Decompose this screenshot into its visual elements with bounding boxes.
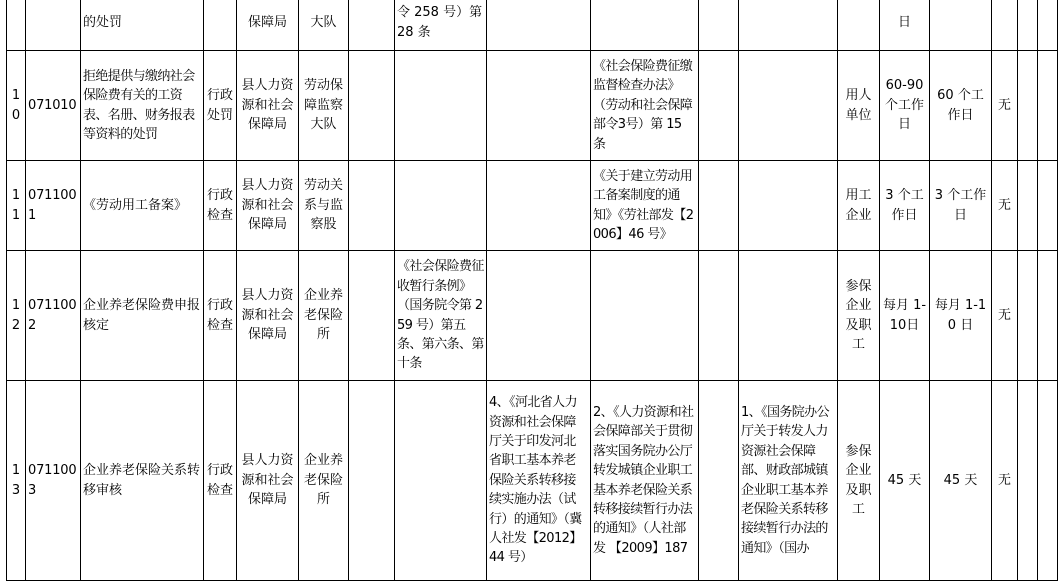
basis-col-5: [699, 51, 739, 161]
item-code: 0711001: [26, 161, 81, 251]
blank-cell: [1018, 381, 1038, 581]
basis-col-1: [349, 381, 395, 581]
basis-col-6: 1、《国务院办公厅关于转发人力资源社会保障部、财政部城镇企业职工基本养老保险关系转移接续暂行办法的通知》（国办: [739, 381, 838, 581]
basis-col-5: [699, 381, 739, 581]
basis-col-3: 4、《河北省人力资源和社会保障厅关于印发河北省职工基本养老保险关系转移接续实施办法（试行）的通知》（冀人社发【2012】44 号）: [487, 381, 591, 581]
blank-cell: [1038, 161, 1058, 251]
item-unit: 企业养老保险所: [299, 381, 349, 581]
basis-col-4: [591, 251, 699, 381]
item-type: [204, 0, 237, 51]
item-department: 县人力资源和社会保障局: [237, 251, 299, 381]
item-type: 行政检查: [204, 161, 237, 251]
item-code: 071010: [26, 51, 81, 161]
item-department: 县人力资源和社会保障局: [237, 381, 299, 581]
basis-col-5: [699, 251, 739, 381]
blank-cell: [1038, 0, 1058, 51]
item-name: 企业养老保险关系转移审核: [81, 381, 204, 581]
fee: 无: [992, 161, 1018, 251]
basis-col-4: 《关于建立劳动用工备案制度的通知》《劳社部发【2006】46 号》: [591, 161, 699, 251]
legal-time-limit: 45 天: [880, 381, 930, 581]
basis-col-6: [739, 0, 838, 51]
blank-cell: [1018, 251, 1038, 381]
basis-col-1: [349, 161, 395, 251]
promised-time-limit: 每月 1-10 日: [930, 251, 992, 381]
basis-col-6: [739, 161, 838, 251]
basis-col-4: [591, 0, 699, 51]
basis-col-1: [349, 0, 395, 51]
power-list-table: [6, 0, 1058, 581]
blank-cell: [1038, 51, 1058, 161]
row-index: [7, 0, 26, 51]
target-object: 参保企业及职工: [838, 251, 880, 381]
item-department: 保障局: [237, 0, 299, 51]
fee: [992, 0, 1018, 51]
basis-col-4: 2、《人力资源和社会保障部关于贯彻落实国务院办公厅转发城镇企业职工基本养老保险关系转移接续暂行办法的通知》（人社部发 【2009】187: [591, 381, 699, 581]
blank-cell: [1038, 381, 1058, 581]
item-type: 行政检查: [204, 381, 237, 581]
item-department: 县人力资源和社会保障局: [237, 51, 299, 161]
target-object: 用工企业: [838, 161, 880, 251]
promised-time-limit: [930, 0, 992, 51]
row-index: 12: [7, 251, 26, 381]
basis-col-4: 《社会保险费征缴监督检查办法》（劳动和社会保障部令3号）第 15 条: [591, 51, 699, 161]
legal-time-limit: 每月 1-10日: [880, 251, 930, 381]
item-code: 0711002: [26, 251, 81, 381]
item-unit: 大队: [299, 0, 349, 51]
row-index: 13: [7, 381, 26, 581]
table-row: [7, 161, 1058, 251]
fee: 无: [992, 51, 1018, 161]
basis-col-5: [699, 161, 739, 251]
item-name: 《劳动用工备案》: [81, 161, 204, 251]
item-name: 拒绝提供与缴纳社会保险费有关的工资表、名册、财务报表等资料的处罚: [81, 51, 204, 161]
basis-col-6: [739, 51, 838, 161]
basis-col-2: 令 258 号）第 28 条: [395, 0, 487, 51]
basis-col-5: [699, 0, 739, 51]
item-department: 县人力资源和社会保障局: [237, 161, 299, 251]
table-row: [7, 0, 1058, 51]
item-type: 行政处罚: [204, 51, 237, 161]
blank-cell: [1038, 251, 1058, 381]
item-name: 的处罚: [81, 0, 204, 51]
blank-cell: [1018, 161, 1038, 251]
basis-col-6: [739, 251, 838, 381]
basis-col-2: 《社会保险费征收暂行条例》（国务院令第 259 号）第五条、第六条、第十条: [395, 251, 487, 381]
basis-col-3: [487, 161, 591, 251]
promised-time-limit: 60 个工作日: [930, 51, 992, 161]
item-code: [26, 0, 81, 51]
item-unit: 企业养老保险所: [299, 251, 349, 381]
item-name: 企业养老保险费申报核定: [81, 251, 204, 381]
blank-cell: [1018, 0, 1038, 51]
target-object: [838, 0, 880, 51]
promised-time-limit: 3 个工作日: [930, 161, 992, 251]
target-object: 用人单位: [838, 51, 880, 161]
item-code: 0711003: [26, 381, 81, 581]
basis-col-2: [395, 51, 487, 161]
table-row: [7, 381, 1058, 581]
legal-time-limit: 60-90 个工作日: [880, 51, 930, 161]
legal-time-limit: 日: [880, 0, 930, 51]
row-index: 11: [7, 161, 26, 251]
table-row: [7, 251, 1058, 381]
basis-col-3: [487, 0, 591, 51]
table-row: [7, 51, 1058, 161]
basis-col-2: [395, 381, 487, 581]
row-index: 10: [7, 51, 26, 161]
item-unit: 劳动保障监察大队: [299, 51, 349, 161]
fee: 无: [992, 251, 1018, 381]
basis-col-2: [395, 161, 487, 251]
basis-col-3: [487, 251, 591, 381]
item-unit: 劳动关系与监察股: [299, 161, 349, 251]
fee: 无: [992, 381, 1018, 581]
item-type: 行政检查: [204, 251, 237, 381]
basis-col-3: [487, 51, 591, 161]
promised-time-limit: 45 天: [930, 381, 992, 581]
basis-col-1: [349, 251, 395, 381]
basis-col-1: [349, 51, 395, 161]
legal-time-limit: 3 个工作日: [880, 161, 930, 251]
target-object: 参保企业及职工: [838, 381, 880, 581]
blank-cell: [1018, 51, 1038, 161]
